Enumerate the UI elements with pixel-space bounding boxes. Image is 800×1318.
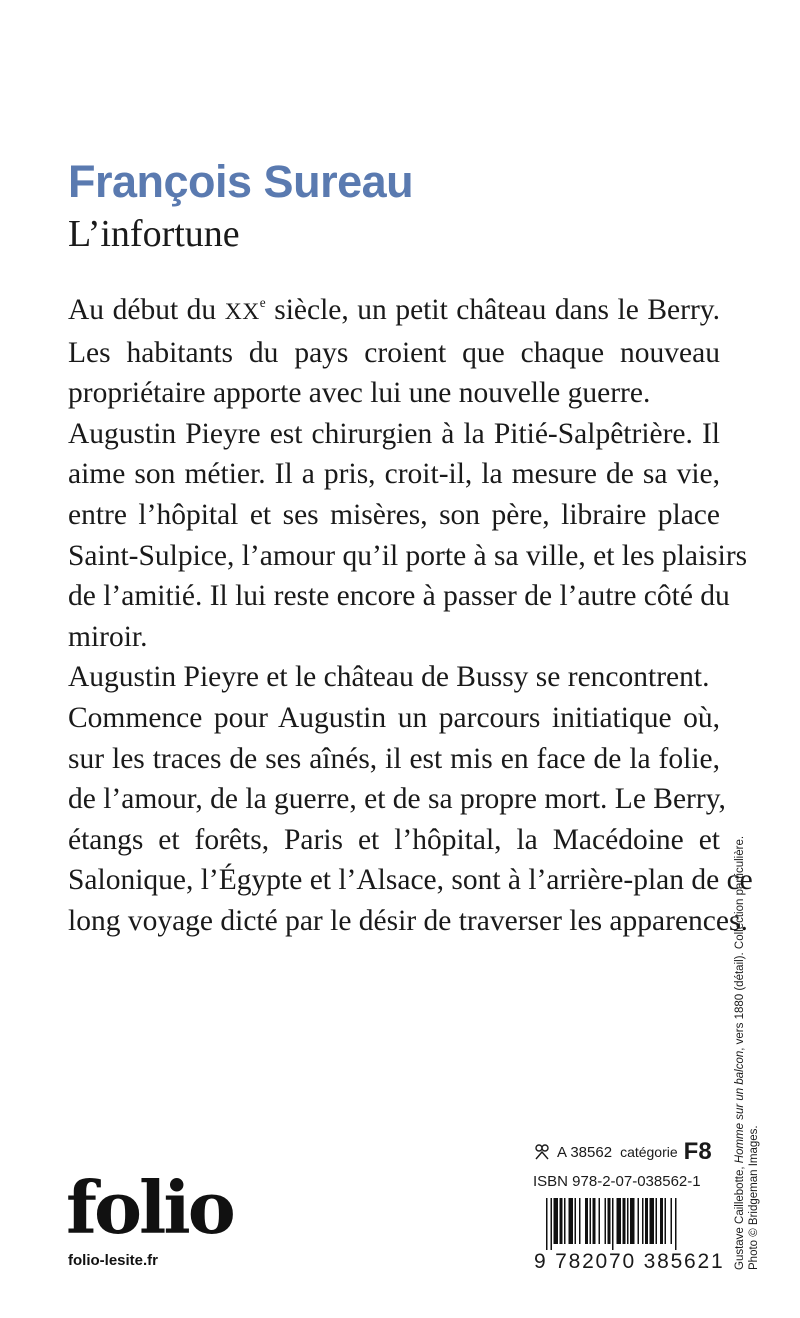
author-name: François Sureau	[68, 156, 414, 207]
blurb-line: miroir.	[68, 620, 148, 653]
blurb-line: Augustin Pieyre est chirurgien à la Pitié-Salpêtrière. Il	[68, 417, 720, 450]
barcode-bar	[627, 1198, 629, 1244]
blurb-line: étangs et forêts, Paris et l’hôpital, la Macédoine et	[68, 823, 720, 856]
blurb-line: long voyage dicté par le désir de traverser les apparences.	[68, 904, 748, 937]
barcode-bar	[569, 1198, 574, 1244]
category-code: F8	[683, 1138, 712, 1165]
barcode-bar	[599, 1198, 601, 1244]
barcode-bar	[650, 1198, 655, 1244]
barcode-bar	[590, 1198, 592, 1244]
barcode-bar	[656, 1198, 658, 1244]
blurb-line: sur les traces de ses aînés, il est mis en face de la folie,	[68, 742, 720, 775]
blurb-line: aime son métier. Il a pris, croit-il, la mesure de sa vie,	[68, 458, 720, 491]
barcode-bar	[593, 1198, 596, 1244]
catalog-ref-row	[533, 1137, 718, 1167]
folio-logo: folio	[66, 1165, 233, 1250]
barcode-bar	[612, 1198, 614, 1250]
barcode-bar	[638, 1198, 640, 1244]
barcode-bar	[645, 1198, 648, 1244]
book-title: L’infortune	[68, 213, 240, 255]
barcode-bar	[608, 1198, 611, 1244]
folio-small-logo-icon	[533, 1143, 551, 1161]
blurb-line: de l’amitié. Il lui reste encore à passer de l’autre côté du	[68, 580, 730, 613]
barcode-bar	[642, 1198, 644, 1244]
back-cover-blurb	[68, 290, 753, 942]
blurb-line: Au début du XXe siècle, un petit château dans le Berry.	[68, 294, 720, 326]
barcode-bar	[665, 1198, 667, 1244]
blurb-line: entre l’hôpital et ses misères, son père, libraire place	[68, 498, 720, 531]
barcode-icon	[546, 1198, 716, 1250]
blurb-line: de l’amour, de la guerre, et de sa propre mort. Le Berry,	[68, 783, 726, 816]
isbn: ISBN 978-2-07-038562-1	[533, 1173, 701, 1190]
barcode-bar	[623, 1198, 626, 1244]
blurb-line: Augustin Pieyre et le château de Bussy se rencontrent.	[68, 661, 710, 694]
blurb-line: propriétaire apporte avec lui une nouvelle guerre.	[68, 377, 651, 410]
barcode-bar	[605, 1198, 607, 1244]
publisher-website[interactable]: folio-lesite.fr	[68, 1252, 159, 1269]
blurb-line: Saint-Sulpice, l’amour qu’il porte à sa ville, et les plaisirs	[68, 539, 748, 572]
category-label: catégorie	[620, 1144, 678, 1160]
barcode-bar	[575, 1198, 577, 1244]
barcode-bar	[579, 1198, 581, 1244]
barcode-bar	[585, 1198, 588, 1244]
barcode-bar	[617, 1198, 622, 1244]
barcode-bar	[564, 1198, 566, 1244]
blurb-line: Salonique, l’Égypte et l’Alsace, sont à l’arrière-plan de ce	[68, 864, 753, 897]
barcode-bar	[675, 1198, 677, 1250]
cover-credit	[733, 710, 761, 1270]
barcode-bar	[560, 1198, 563, 1244]
cover-credit-line: Gustave Caillebotte, Homme sur un balcon, vers 1880 (détail). Collection particulière.	[734, 835, 746, 1270]
barcode-bar	[551, 1198, 553, 1250]
photo-credit-line: Photo © Bridgeman Images.	[748, 1125, 760, 1270]
barcode-bar	[546, 1198, 548, 1250]
blurb-line: Les habitants du pays croient que chaque nouveau	[68, 336, 720, 369]
barcode-digits: 9 782070 385621	[534, 1250, 725, 1273]
barcode-bar	[554, 1198, 559, 1244]
catalog-codes	[533, 1137, 718, 1190]
barcode-bar	[660, 1198, 663, 1244]
blurb-line: Commence pour Augustin un parcours initiatique où,	[68, 701, 720, 734]
barcode-bar	[671, 1198, 673, 1244]
barcode-bar	[630, 1198, 635, 1244]
catalog-reference: A 38562	[557, 1143, 613, 1161]
